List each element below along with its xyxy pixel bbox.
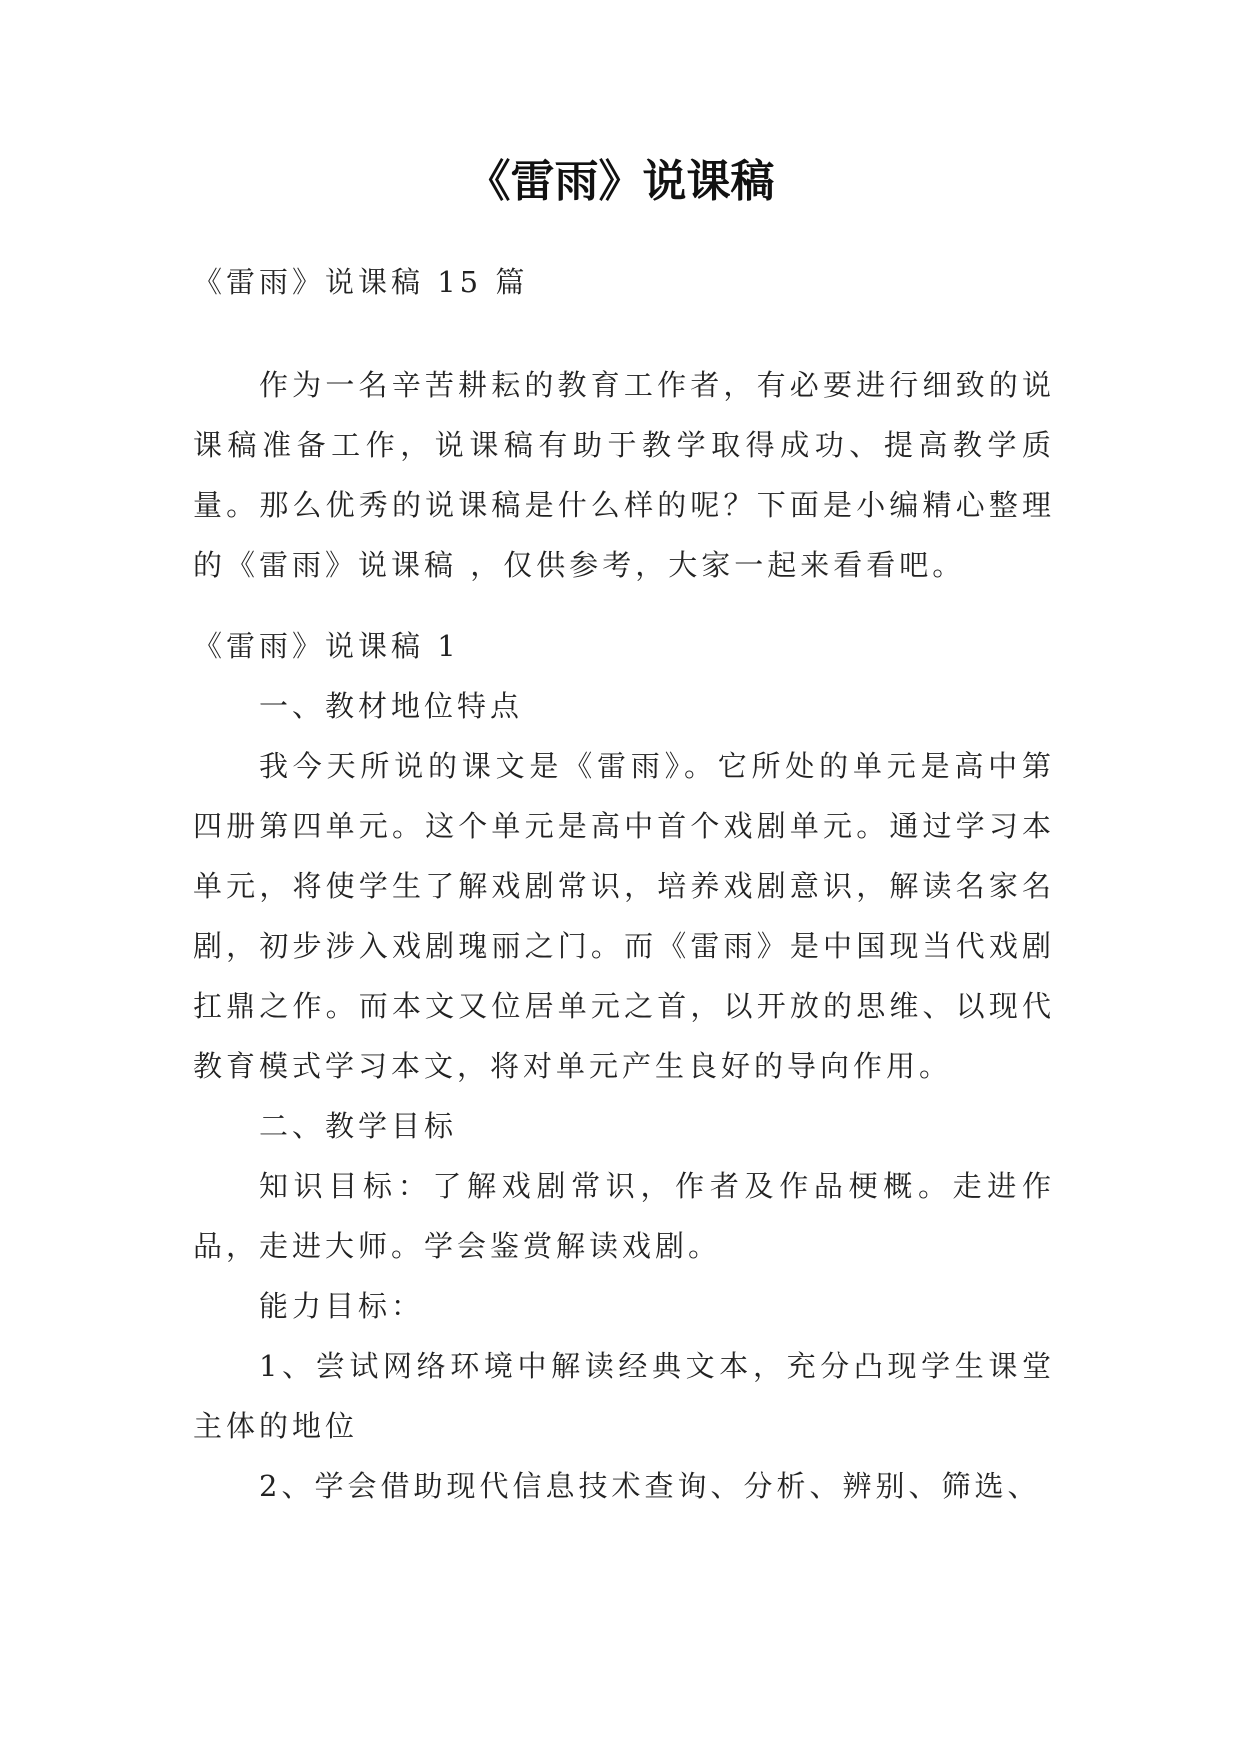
document-subtitle: 《雷雨》说课稿 15 篇 [193,265,529,299]
heading-teaching-goals: 二、教学目标 [259,1109,458,1143]
page-title: 《雷雨》说课稿 [466,156,775,207]
paragraph-ability-2: 2、学会借助现代信息技术查询、分析、辨别、筛选、 [259,1469,1041,1503]
heading-ability-goals: 能力目标： [259,1289,425,1323]
paragraph-ability-1: 1、尝试网络环境中解读经典文本，充分凸现学生课堂主体的地位 [193,1349,1055,1443]
intro-paragraph: 作为一名辛苦耕耘的教育工作者，有必要进行细致的说课稿准备工作，说课稿有助于教学取得成功、提高教学质量。那么优秀的说课稿是什么样的呢？下面是小编精心整理的《雷雨》说课稿 ，仅供参考，大家一起来看看吧。 [193,368,1055,582]
paragraph-knowledge-goal: 知识目标：了解戏剧常识，作者及作品梗概。走进作品，走进大师。学会鉴赏解读戏剧。 [193,1169,1055,1263]
paragraph-textbook-position: 我今天所说的课文是《雷雨》。它所处的单元是高中第四册第四单元。这个单元是高中首个戏剧单元。通过学习本单元，将使学生了解戏剧常识，培养戏剧意识，解读名家名剧，初步涉入戏剧瑰丽之门。而《雷雨》是中国现当代戏剧扛鼎之作。而本文又位居单元之首，以开放的思维、以现代教育模式学习本文，将对单元产生良好的导向作用。 [193,749,1055,1083]
heading-textbook-position: 一、教材地位特点 [259,689,524,723]
section-heading: 《雷雨》说课稿 1 [193,629,460,663]
